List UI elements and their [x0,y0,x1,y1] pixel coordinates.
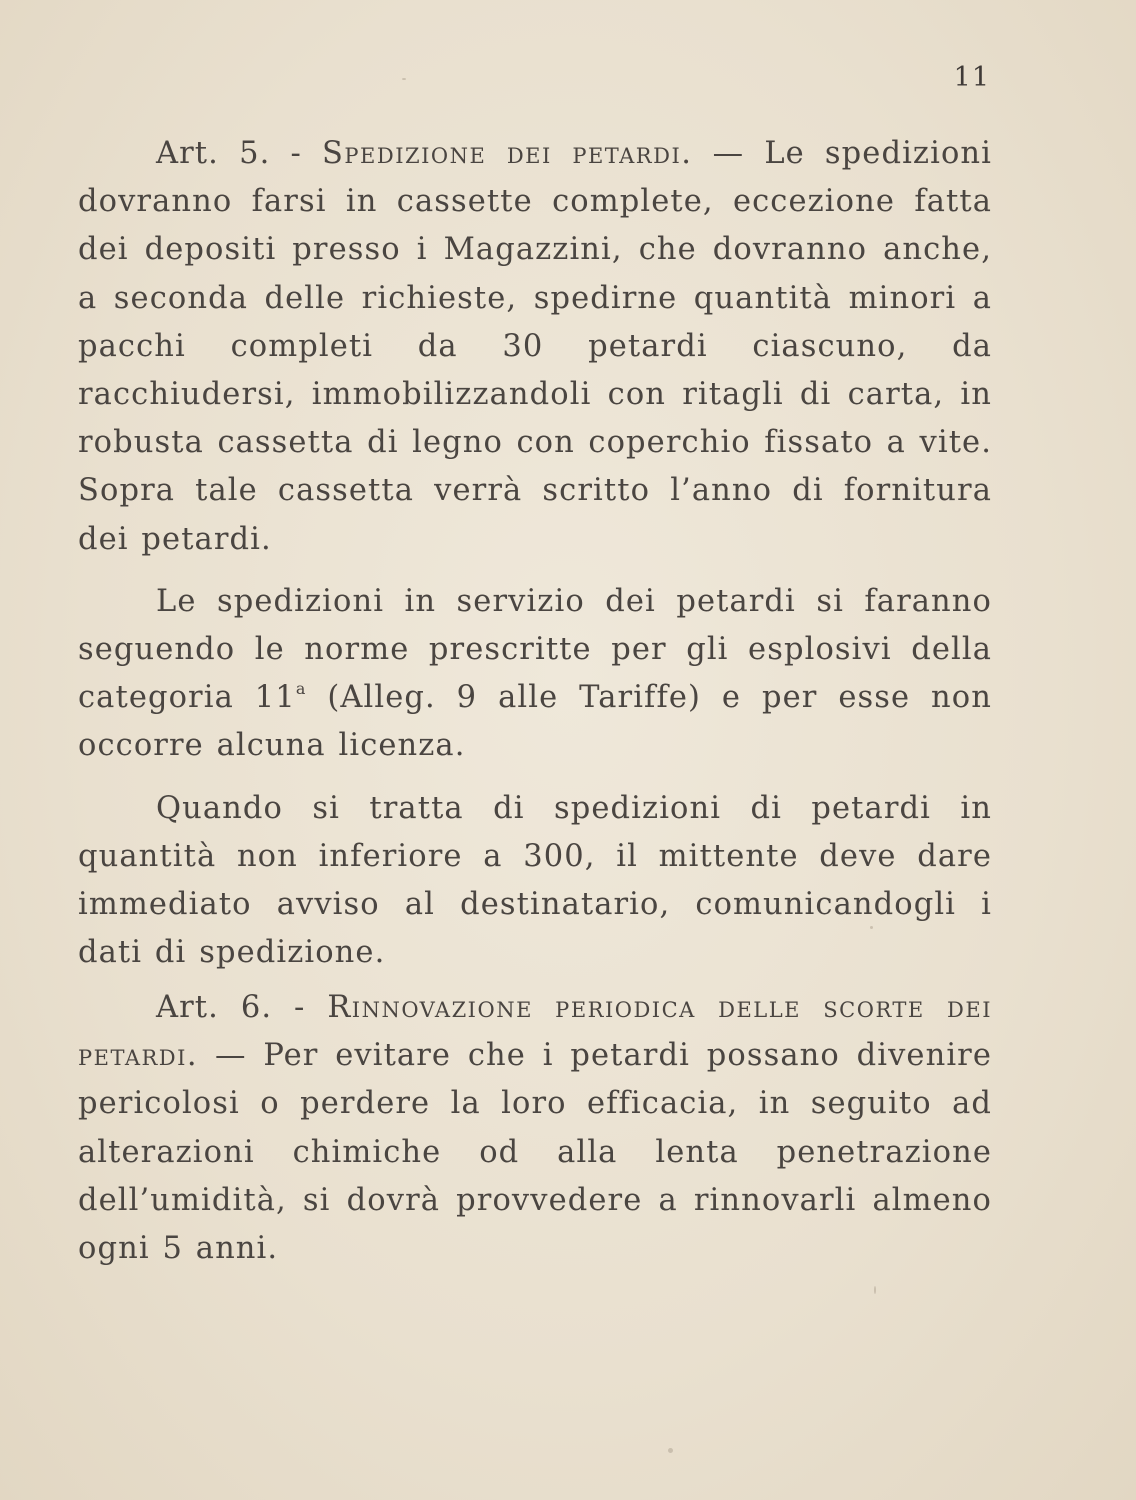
notice-paragraph [78,785,992,978]
article-5-heading: Spedizione dei petardi. [322,136,693,171]
article-6-heading: Rinnovazione periodica delle scorte dei petardi. [78,990,992,1074]
paper-speck [402,78,406,80]
article-5-body: Le spedizioni dovranno farsi in cassette complete, eccezione fatta dei depositi presso i Magazzini, che dovranno anche, a seconda delle richieste, spedirne quantità minori a pacchi completi da 30 petardi ciascuno, da racchiudersi, immobilizzandoli con ritagli di carta, in robusta cassetta di legno con coperchio fissato a vite. Sopra tale cassetta verrà scritto l’anno di fornitura dei petardi. [78,136,993,557]
paper-speck [874,1286,876,1294]
category-superscript: a [295,679,307,699]
article-5 [78,130,992,977]
article-5-paragraph [78,130,992,564]
article-6-paragraph [78,984,992,1273]
page-number: 11 [953,62,990,93]
notice-text: Quando si tratta di spedizioni di petardi in quantità non inferiore a 300, il mittente deve dare immediato avviso al destinatario, comunicandogli i dati di spedizione. [78,790,992,971]
shipping-rules-text-end: (Alleg. 9 alle Tariffe) e per esse non occorre alcuna licenza. [78,680,992,764]
article-6-dash: — [214,1038,247,1074]
paper-speck [668,1448,673,1453]
article-5-dash: — [712,136,745,171]
paper-speck [870,926,873,929]
article-5-label: Art. 5. - [156,136,302,171]
shipping-rules-text-start: Le spedizioni in servizio dei petardi si faranno seguendo le norme prescritte per gli esplosivi della categoria 11 [78,583,992,716]
shipping-rules-paragraph [78,578,992,771]
article-6 [78,984,992,1273]
article-6-label: Art. 6. - [156,990,306,1025]
article-6-body: Per evitare che i petardi possano divenire pericolosi o perdere la loro efficacia, in seguito ad alterazioni chimiche od alla lenta penetrazione dell’umidità, si dovrà provvedere a rinnovarli almeno ogni 5 anni. [78,1038,993,1267]
